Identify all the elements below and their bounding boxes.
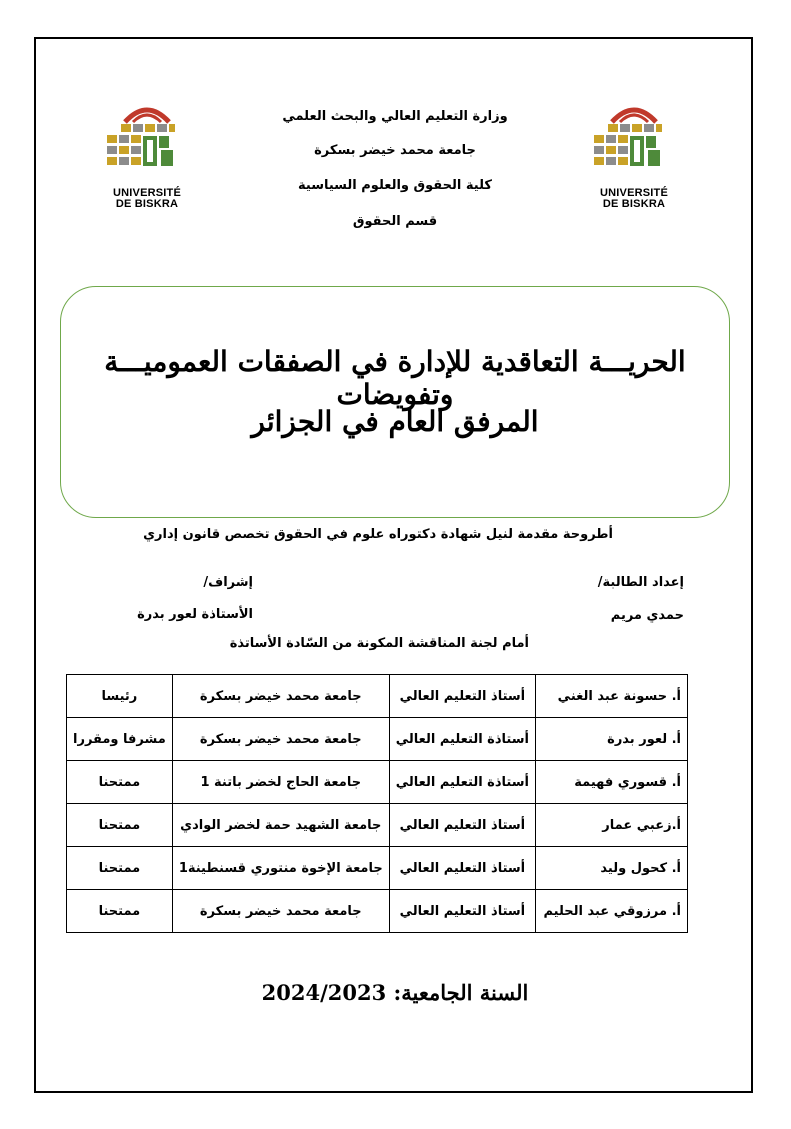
table-row: [67, 890, 688, 933]
member-name: أ. قسوري فهيمة: [535, 761, 687, 804]
member-rank: أستاذة التعليم العالي: [389, 761, 535, 804]
member-university: جامعة الحاج لخضر باتنة 1: [172, 761, 389, 804]
table-row: [67, 675, 688, 718]
member-rank: أستاذة التعليم العالي: [389, 718, 535, 761]
member-university: جامعة محمد خيضر بسكرة: [172, 718, 389, 761]
table-row: [67, 761, 688, 804]
member-name: أ. كحول وليد: [535, 847, 687, 890]
member-role: ممتحنا: [67, 847, 173, 890]
member-university: جامعة الإخوة منتوري قسنطينة1: [172, 847, 389, 890]
supervisor-name: الأستاذة لعور بدرة: [137, 607, 253, 622]
member-rank: أستاذ التعليم العالي: [389, 675, 535, 718]
university-logo-right: [586, 100, 682, 220]
member-rank: أستاذ التعليم العالي: [389, 890, 535, 933]
member-role: ممتحنا: [67, 890, 173, 933]
member-role: رئيسا: [67, 675, 173, 718]
table-row: [67, 718, 688, 761]
student-name: حمدي مريم: [610, 608, 684, 623]
thesis-title-line1: الحريـــة التعاقدية للإدارة في الصفقات العموميـــة وتفويضات: [104, 345, 686, 411]
committee-table: [66, 674, 688, 933]
member-university: جامعة محمد خيضر بسكرة: [172, 890, 389, 933]
faculty-name: كلية الحقوق والعلوم السياسية: [298, 178, 492, 193]
thesis-statement: أطروحة مقدمة لنيل شهادة دكتوراه علوم في الحقوق تخصص قانون إداري: [143, 527, 613, 542]
member-name: أ. لعور بدرة: [535, 718, 687, 761]
member-role: ممتحنا: [67, 804, 173, 847]
member-rank: أستاذ التعليم العالي: [389, 847, 535, 890]
logo-text-line2: DE BISKRA: [602, 198, 666, 210]
member-name: أ.زعبي عمار: [535, 804, 687, 847]
thesis-title-line2: المرفق العام في الجزائر: [251, 405, 539, 438]
university-emblem-icon: [586, 100, 682, 172]
supervision-label: إشراف/: [203, 575, 253, 590]
member-name: أ. حسونة عبد الغني: [535, 675, 687, 718]
member-name: أ. مرزوقي عبد الحليم: [535, 890, 687, 933]
logo-text-line1: UNIVERSITÉ: [599, 187, 668, 199]
university-emblem-icon: [99, 100, 195, 172]
ministry-name: وزارة التعليم العالي والبحث العلمي: [282, 109, 508, 124]
university-name: جامعة محمد خيضر بسكرة: [314, 143, 476, 158]
member-university: جامعة الشهيد حمة لخضر الوادي: [172, 804, 389, 847]
table-row: [67, 847, 688, 890]
member-university: جامعة محمد خيضر بسكرة: [172, 675, 389, 718]
member-role: مشرفا ومقررا: [67, 718, 173, 761]
logo-text-line2: DE BISKRA: [115, 198, 179, 210]
member-rank: أستاذ التعليم العالي: [389, 804, 535, 847]
academic-year: السنة الجامعية: 2024/2023: [261, 980, 529, 1005]
department-name: قسم الحقوق: [352, 214, 438, 229]
member-role: ممتحنا: [67, 761, 173, 804]
table-row: [67, 804, 688, 847]
university-logo-left: [99, 100, 195, 220]
committee-heading: أمام لجنة المناقشة المكونة من السّادة الأساتذة: [229, 636, 529, 651]
prepared-by-label: إعداد الطالبة/: [597, 575, 684, 590]
logo-text-line1: UNIVERSITÉ: [112, 187, 181, 199]
